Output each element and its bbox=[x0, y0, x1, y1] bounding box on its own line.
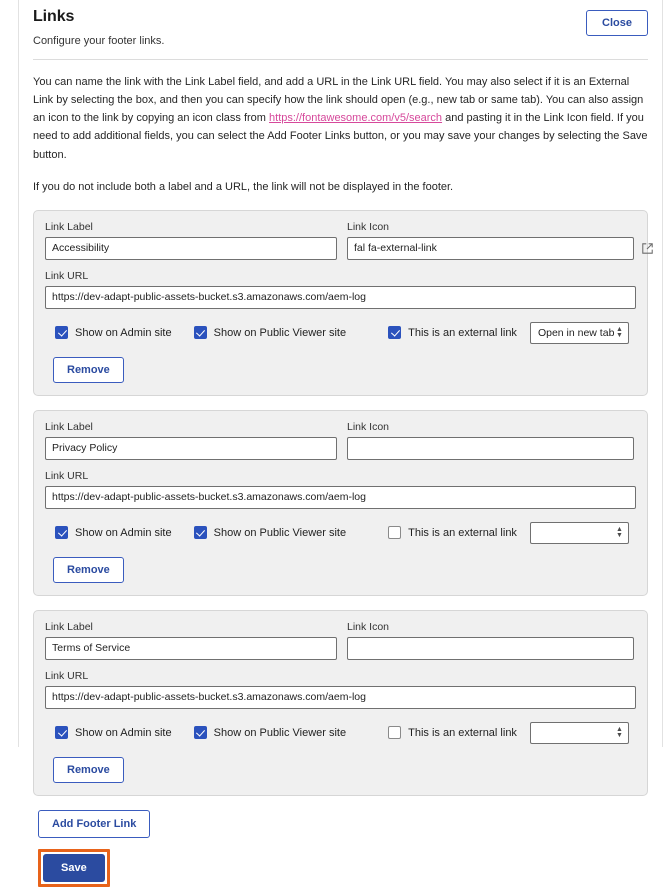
link-label-field-group bbox=[45, 621, 337, 660]
external-link-label: This is an external link bbox=[408, 726, 517, 739]
external-link-preview-icon bbox=[641, 242, 654, 255]
checkbox-public-icon[interactable] bbox=[194, 526, 207, 539]
checkbox-admin-icon[interactable] bbox=[55, 326, 68, 339]
link-icon-caption: Link Icon bbox=[347, 420, 390, 433]
save-button[interactable]: Save bbox=[43, 854, 105, 882]
panel-left-edge-mask bbox=[19, 490, 20, 747]
show-on-public-viewer-label: Show on Public Viewer site bbox=[213, 526, 347, 539]
checkbox-admin-icon[interactable] bbox=[55, 726, 68, 739]
link-card bbox=[33, 610, 648, 796]
link-url-input[interactable] bbox=[45, 286, 636, 309]
link-icon-field-group bbox=[347, 421, 636, 460]
link-icon-field-group bbox=[347, 221, 654, 260]
checkbox-admin-icon[interactable] bbox=[55, 526, 68, 539]
remove-link-button[interactable]: Remove bbox=[53, 357, 124, 383]
link-url-field-group bbox=[45, 270, 636, 309]
show-on-public-viewer-checkbox-item[interactable] bbox=[194, 326, 346, 339]
panel-header bbox=[33, 0, 648, 47]
link-icon-input-wrap bbox=[347, 621, 634, 660]
link-label-caption: Link Label bbox=[45, 220, 93, 233]
link-target-select-2[interactable] bbox=[530, 722, 629, 744]
link-url-field-group bbox=[45, 470, 636, 509]
link-label-field-group bbox=[45, 221, 337, 260]
link-label-input[interactable] bbox=[45, 237, 337, 260]
panel-right-edge-mask bbox=[661, 688, 662, 747]
link-target-select-1[interactable] bbox=[530, 522, 629, 544]
link-options-row bbox=[45, 522, 636, 544]
stepper-arrows-icon: ▲ ▼ bbox=[616, 525, 623, 539]
link-card-top-row bbox=[45, 421, 636, 460]
show-on-public-viewer-checkbox-item[interactable] bbox=[194, 526, 346, 539]
close-button[interactable]: Close bbox=[586, 10, 648, 36]
link-label-input[interactable] bbox=[45, 437, 337, 460]
checkbox-external-icon[interactable] bbox=[388, 726, 401, 739]
show-on-admin-label: Show on Admin site bbox=[75, 526, 172, 539]
link-card bbox=[33, 210, 648, 396]
page-subtitle: Configure your footer links. bbox=[33, 35, 165, 47]
show-on-admin-checkbox-item[interactable] bbox=[55, 726, 172, 739]
link-options-row bbox=[45, 722, 636, 744]
save-button-highlight bbox=[38, 849, 110, 887]
external-link-checkbox-item[interactable] bbox=[388, 726, 517, 739]
show-on-admin-checkbox-item[interactable] bbox=[55, 326, 172, 339]
stepper-arrows-icon: ▲ ▼ bbox=[616, 725, 623, 739]
link-icon-input[interactable] bbox=[347, 237, 634, 260]
link-target-value-0: Open in new tab bbox=[537, 326, 615, 339]
link-url-caption: Link URL bbox=[45, 669, 89, 682]
show-on-admin-label: Show on Admin site bbox=[75, 326, 172, 339]
external-link-label: This is an external link bbox=[408, 526, 517, 539]
show-on-public-viewer-label: Show on Public Viewer site bbox=[213, 326, 347, 339]
header-divider bbox=[33, 59, 648, 60]
links-settings-panel bbox=[18, 0, 663, 874]
external-link-label: This is an external link bbox=[408, 326, 517, 339]
checkbox-public-icon[interactable] bbox=[194, 326, 207, 339]
link-card bbox=[33, 410, 648, 596]
add-footer-link-button[interactable]: Add Footer Link bbox=[38, 810, 150, 838]
external-link-checkbox-item[interactable] bbox=[388, 326, 517, 339]
link-url-caption: Link URL bbox=[45, 269, 89, 282]
description-block bbox=[33, 73, 648, 196]
link-url-field-group bbox=[45, 670, 636, 709]
header-text-group bbox=[33, 8, 164, 47]
link-card-top-row bbox=[45, 221, 636, 260]
show-on-public-viewer-checkbox-item[interactable] bbox=[194, 726, 346, 739]
external-link-checkbox-item[interactable] bbox=[388, 526, 517, 539]
show-on-admin-checkbox-item[interactable] bbox=[55, 526, 172, 539]
description-paragraph-1 bbox=[33, 73, 648, 164]
checkbox-public-icon[interactable] bbox=[194, 726, 207, 739]
description-text-a: You can name the link with the Link Label field, and add a URL in the Link URL field. You may also select if it is an External Link by selecting the box, and then you can specify how the link should open (e.g., new tab or same tab). You can also assign an icon to the link by copying an icon class from bbox=[33, 76, 644, 125]
page-title: Links bbox=[33, 8, 75, 25]
show-on-admin-label: Show on Admin site bbox=[75, 726, 172, 739]
stepper-arrows-icon: ▲ ▼ bbox=[616, 325, 623, 339]
link-url-input[interactable] bbox=[45, 486, 636, 509]
link-label-input[interactable] bbox=[45, 637, 337, 660]
description-text-b: and pasting it in the Link Icon field. If you need to add additional fields, you can select the Add Footer Links button, or you may save your changes by selecting the Save button. bbox=[33, 112, 648, 161]
link-url-caption: Link URL bbox=[45, 469, 89, 482]
link-cards-container bbox=[33, 210, 648, 796]
link-label-caption: Link Label bbox=[45, 620, 93, 633]
link-target-select-0[interactable] bbox=[530, 322, 629, 344]
link-label-caption: Link Label bbox=[45, 420, 93, 433]
link-icon-input[interactable] bbox=[347, 637, 634, 660]
link-card-top-row bbox=[45, 621, 636, 660]
fontawesome-link[interactable]: https://fontawesome.com/v5/search bbox=[269, 112, 443, 125]
link-icon-input[interactable] bbox=[347, 437, 634, 460]
show-on-public-viewer-label: Show on Public Viewer site bbox=[213, 726, 347, 739]
footer-actions bbox=[33, 810, 648, 887]
link-icon-caption: Link Icon bbox=[347, 620, 390, 633]
link-icon-input-wrap bbox=[347, 421, 634, 460]
link-icon-caption: Link Icon bbox=[347, 220, 390, 233]
remove-link-button[interactable]: Remove bbox=[53, 757, 124, 783]
link-url-input[interactable] bbox=[45, 686, 636, 709]
checkbox-external-icon[interactable] bbox=[388, 526, 401, 539]
checkbox-external-icon[interactable] bbox=[388, 326, 401, 339]
description-paragraph-2: If you do not include both a label and a URL, the link will not be displayed in the footer. bbox=[33, 180, 454, 193]
link-label-field-group bbox=[45, 421, 337, 460]
link-icon-field-group bbox=[347, 621, 636, 660]
link-icon-input-wrap bbox=[347, 221, 634, 260]
link-options-row bbox=[45, 322, 636, 344]
remove-link-button[interactable]: Remove bbox=[53, 557, 124, 583]
